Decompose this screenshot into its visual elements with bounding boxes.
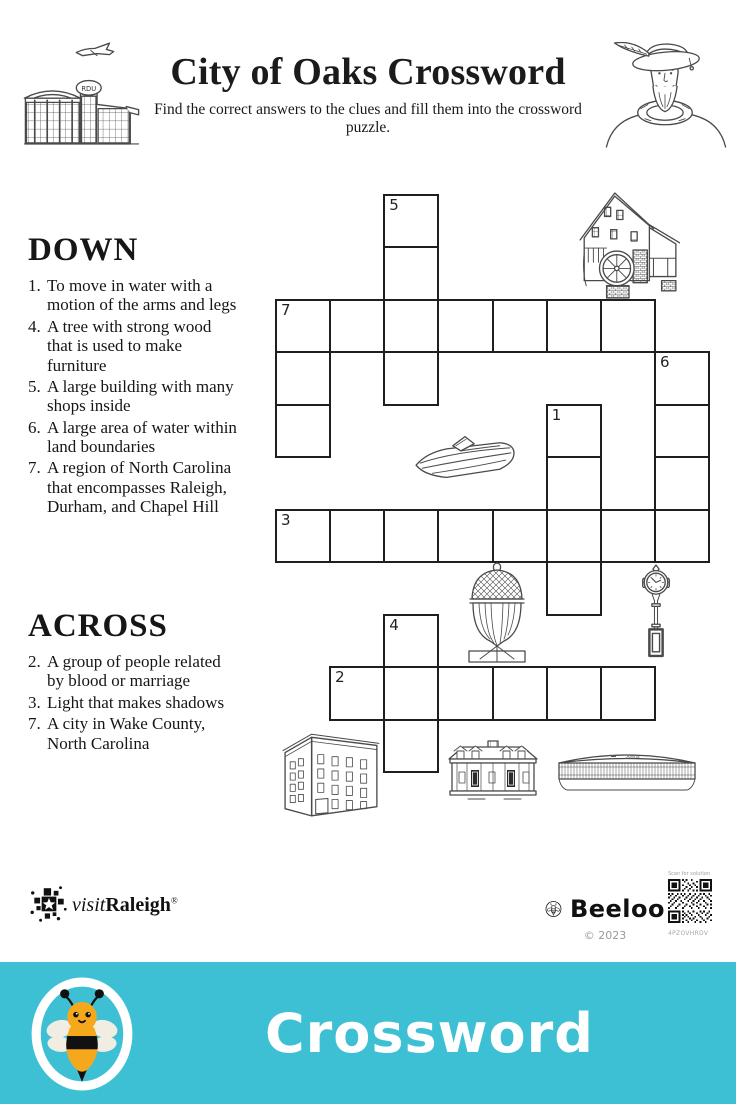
grid-cell[interactable] [383, 666, 439, 721]
clue-text: Light that makes shadows [47, 692, 225, 712]
grid-cell[interactable] [546, 456, 602, 511]
grid-cell[interactable] [275, 404, 331, 459]
grid-cell[interactable] [492, 299, 548, 354]
grid-cell[interactable] [383, 299, 439, 354]
clue-text: A tree with strong wood that is used to make furniture [47, 316, 212, 375]
raleigh-word: Raleigh [105, 893, 171, 916]
beeloo-wordmark: Beeloo [569, 895, 665, 923]
arena-label: Arena [626, 755, 640, 760]
across-clues-section [28, 608, 240, 755]
clue-item [28, 418, 240, 457]
header [140, 50, 596, 137]
grid-cell[interactable] [329, 666, 385, 721]
grid-cell[interactable] [654, 351, 710, 406]
grid-cell[interactable] [654, 509, 710, 564]
cell-number: 7 [281, 300, 291, 319]
grid-cell[interactable] [275, 299, 331, 354]
grid-cell[interactable] [654, 456, 710, 511]
qr-code [668, 879, 712, 923]
hotel-building-illustration [281, 727, 383, 819]
clue-text: A large area of water within land boundaries [47, 417, 237, 456]
rdu-airport-illustration [22, 38, 142, 146]
visit-raleigh-logo [28, 884, 178, 926]
speedboat-illustration [412, 424, 518, 490]
cell-number: 3 [281, 510, 291, 529]
cell-number: 5 [389, 196, 399, 214]
clue-text: A large building with many shops inside [47, 376, 234, 416]
walter-raleigh-illustration [600, 42, 732, 148]
clue-text: A region of North Carolina that encompasses Raleigh, Durham, and Chapel Hill [47, 458, 232, 517]
acorn-statue-illustration [460, 560, 534, 664]
grid-cell[interactable] [383, 351, 439, 406]
airplane-icon [76, 43, 113, 55]
grid-cell[interactable] [383, 246, 439, 301]
footer-title: Crossword [265, 1002, 594, 1065]
grid-cell[interactable] [383, 614, 439, 669]
grid-cell[interactable] [546, 561, 602, 616]
qr-block [668, 871, 716, 937]
clue-item [28, 377, 240, 416]
down-clues-section [28, 232, 240, 519]
visit-raleigh-wordmark [72, 894, 178, 917]
page-subtitle: Find the correct answers to the clues and fill them into the crossword puzzle. [154, 101, 582, 136]
cell-number: 1 [551, 405, 562, 424]
grid-cell[interactable] [600, 666, 656, 721]
grid-cell[interactable] [437, 509, 493, 564]
clue-number: 2. [28, 652, 41, 671]
clue-item [28, 458, 240, 516]
grid-cell[interactable] [383, 194, 439, 249]
beeloo-logo [545, 891, 665, 942]
clue-item [28, 276, 240, 315]
cell-number: 4 [389, 615, 399, 634]
clue-text: To move in water with a motion of the arms and legs [47, 276, 237, 315]
page-title: City of Oaks Crossword [170, 51, 566, 93]
qr-code-id: 4PZOVHRDV [668, 930, 709, 937]
clue-text: A group of people related by blood or marriage [47, 652, 221, 691]
cell-number: 6 [660, 353, 670, 372]
clue-text: A city in Wake County, North Carolina [47, 714, 206, 753]
clue-number: 1. [28, 276, 41, 295]
rdu-sign-label: RDU [81, 84, 97, 93]
bee-mascot-badge [31, 977, 133, 1091]
across-heading: ACROSS [28, 608, 168, 644]
qr-caption: Scan for solution [668, 871, 711, 877]
grid-cell[interactable] [437, 299, 493, 354]
clue-number: 6. [28, 417, 41, 437]
mansion-illustration [443, 738, 543, 802]
yates-mill-illustration [576, 191, 680, 301]
clue-number: 7. [28, 714, 41, 734]
registered-mark: ® [170, 894, 178, 905]
grid-cell[interactable] [383, 509, 439, 564]
beeloo-bee-icon [545, 891, 562, 927]
copyright-text: © 2023 [583, 929, 627, 942]
grid-cell[interactable] [600, 299, 656, 354]
visit-raleigh-star-icon [28, 884, 70, 926]
clue-item [28, 714, 240, 753]
grid-cell[interactable] [546, 666, 602, 721]
clue-item [28, 693, 240, 712]
street-clock-illustration [637, 564, 675, 660]
clue-number: 7. [28, 458, 41, 478]
down-heading: DOWN [28, 232, 139, 268]
grid-cell[interactable] [600, 509, 656, 564]
grid-cell[interactable] [329, 299, 385, 354]
clue-number: 3. [28, 692, 41, 712]
grid-cell[interactable] [546, 509, 602, 564]
grid-cell[interactable] [275, 509, 331, 564]
grid-cell[interactable] [383, 719, 439, 774]
arena-illustration [553, 744, 701, 794]
clue-number: 4. [28, 316, 41, 336]
grid-cell[interactable] [329, 509, 385, 564]
clue-item [28, 317, 240, 375]
grid-cell[interactable] [275, 351, 331, 406]
cell-number: 2 [335, 668, 345, 687]
grid-cell[interactable] [437, 666, 493, 721]
grid-cell[interactable] [546, 299, 602, 354]
grid-cell[interactable] [492, 666, 548, 721]
grid-cell[interactable] [492, 509, 548, 564]
clue-number: 5. [28, 376, 41, 396]
grid-cell[interactable] [654, 404, 710, 459]
clue-item [28, 652, 240, 691]
footer-band [0, 962, 736, 1104]
visit-word: visit [72, 893, 106, 916]
grid-cell[interactable] [546, 404, 602, 459]
